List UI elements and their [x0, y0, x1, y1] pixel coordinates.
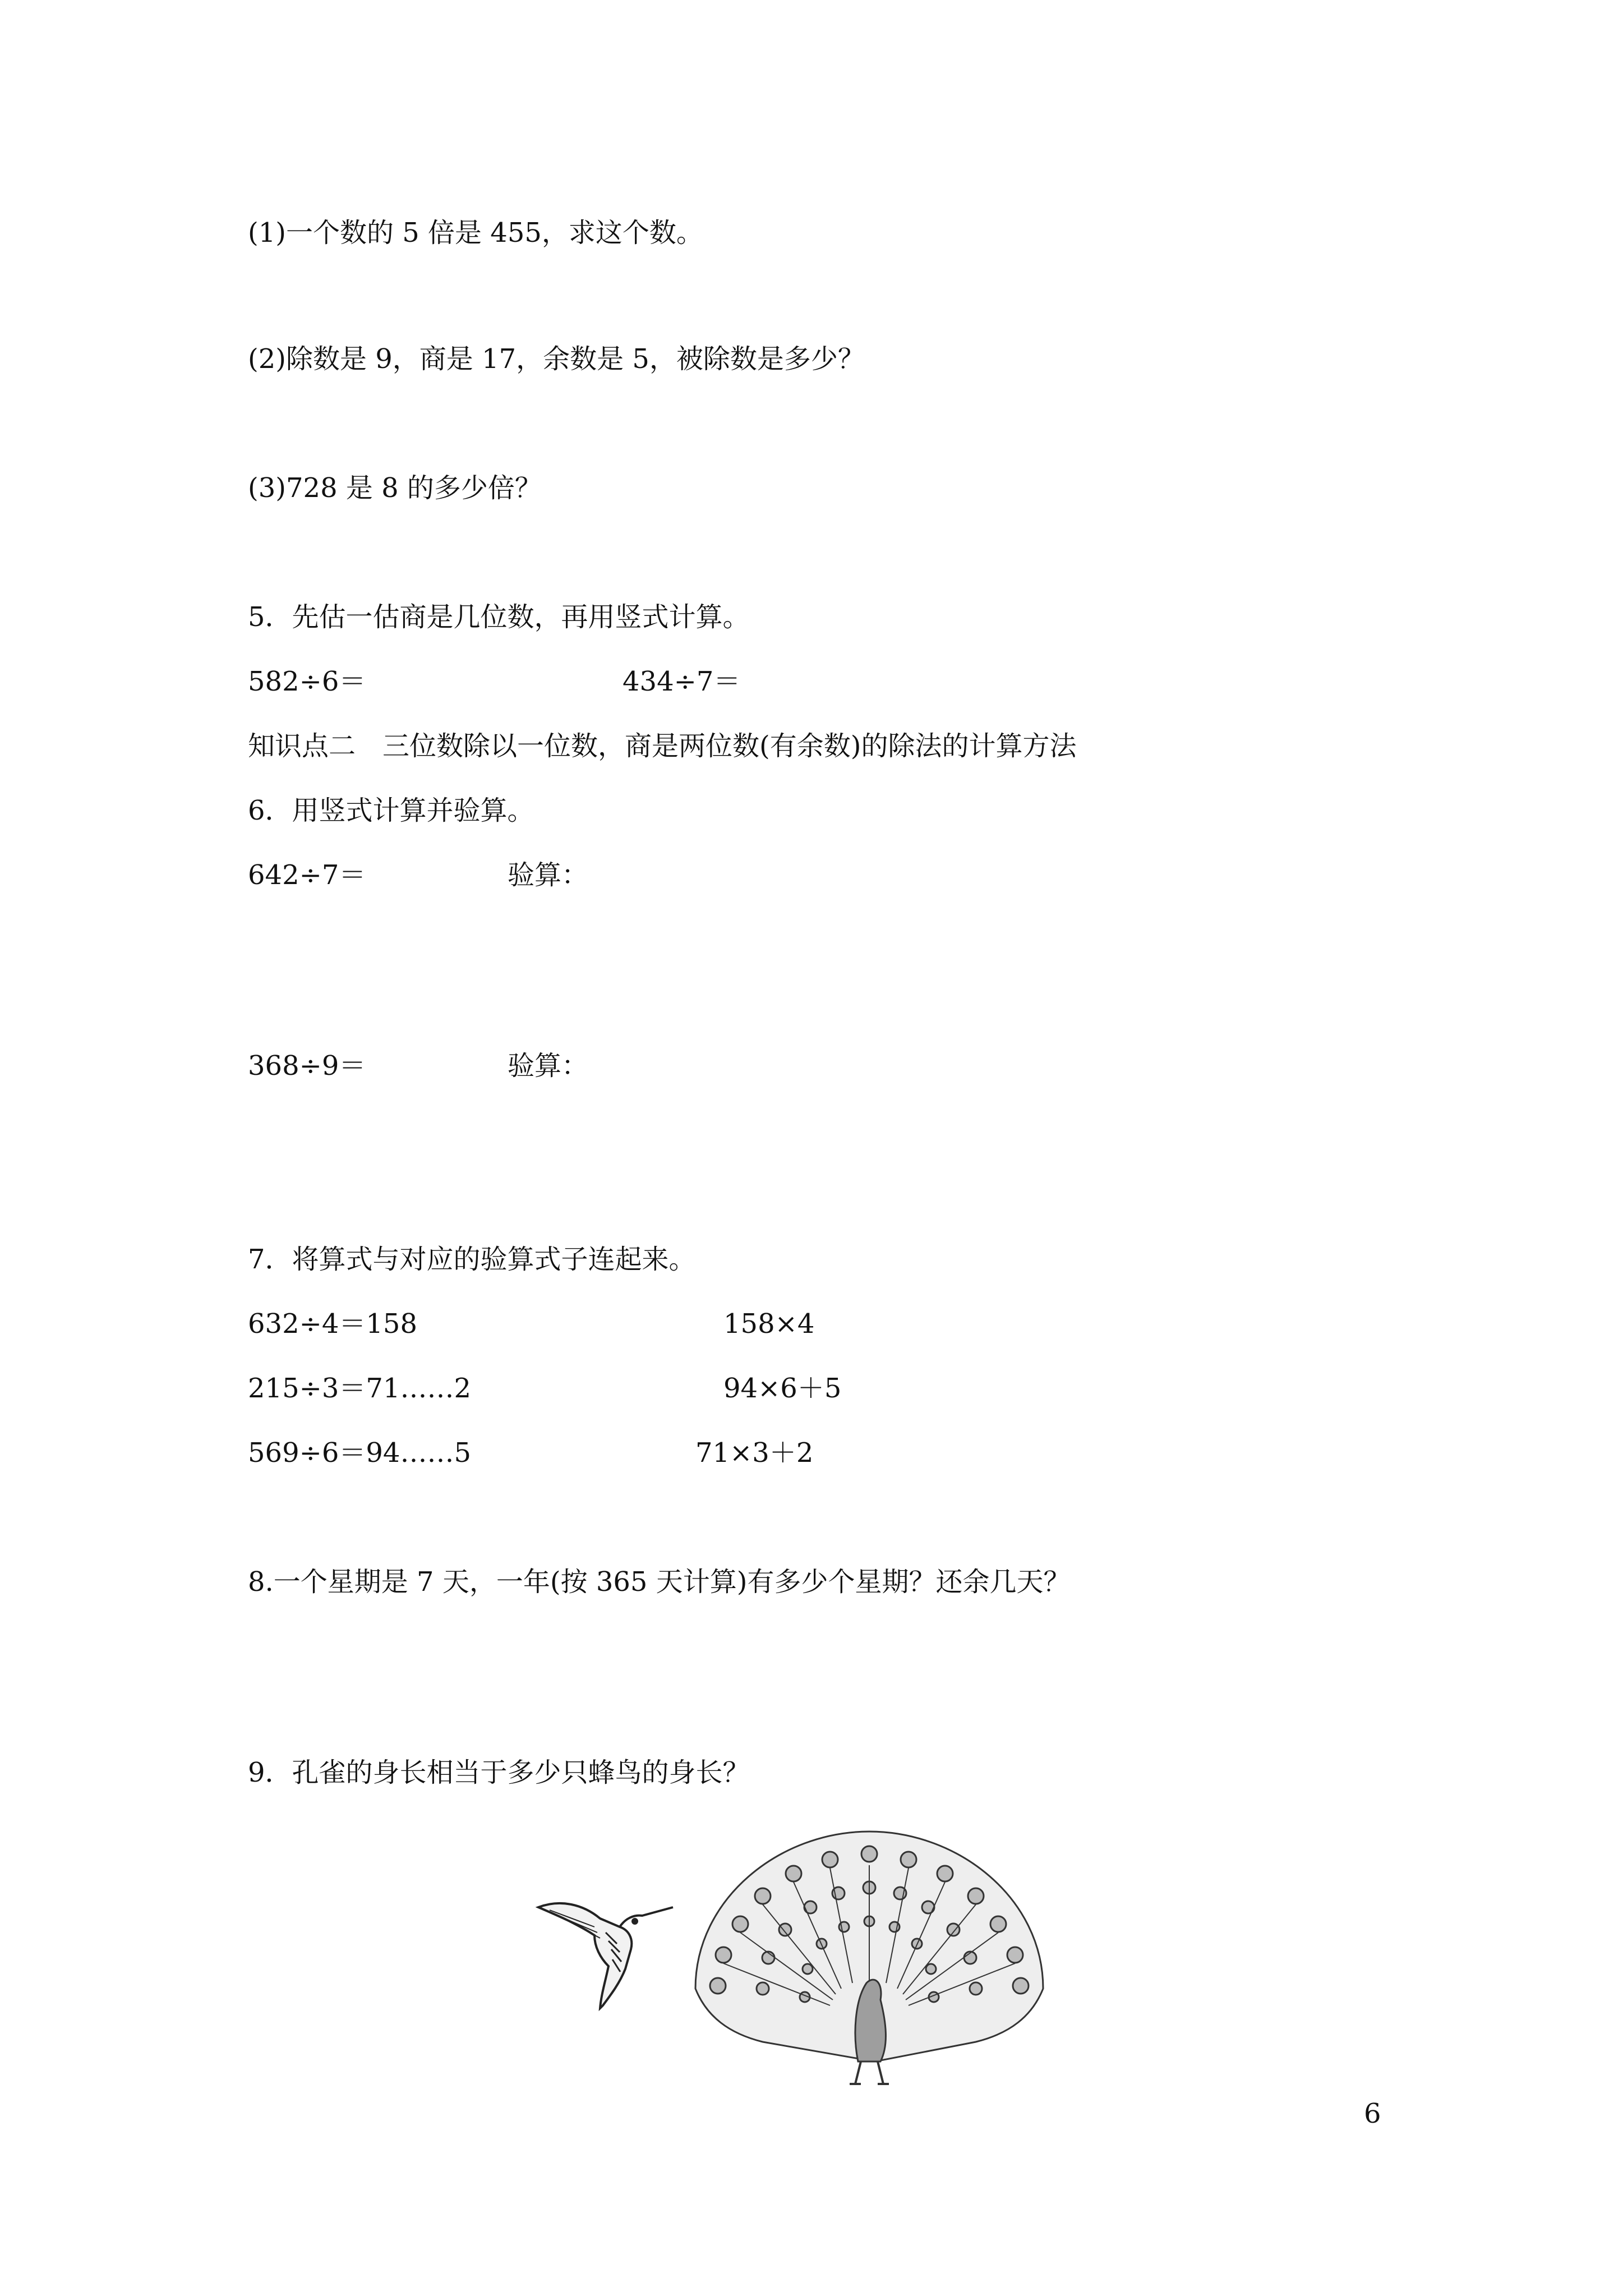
- q7-title: 7．将算式与对应的验算式子连起来。: [248, 1244, 696, 1275]
- bird-illustration: [516, 1815, 1122, 2106]
- q6-check-1: 验算：: [508, 859, 589, 891]
- q6-check-2: 验算：: [508, 1050, 589, 1082]
- q6-expr-1: 642÷7＝: [248, 859, 366, 891]
- page-number: 6: [1364, 2098, 1381, 2129]
- q7-right-3: 71×3＋2: [695, 1437, 814, 1469]
- q9: 9．孔雀的身长相当于多少只蜂鸟的身长？: [248, 1757, 750, 1788]
- q4-2: (2)除数是 9，商是 17，余数是 5，被除数是多少？: [248, 343, 865, 375]
- q4-3: (3)728 是 8 的多少倍？: [248, 472, 542, 504]
- q4-1: (1)一个数的 5 倍是 455，求这个数。: [248, 217, 703, 249]
- knowledge-point-2: 知识点二 三位数除以一位数，商是两位数(有余数)的除法的计算方法: [248, 730, 1077, 762]
- q7-right-1: 158×4: [723, 1308, 815, 1340]
- q7-left-3: 569÷6＝94……5: [248, 1437, 471, 1469]
- q7-right-2: 94×6＋5: [723, 1373, 842, 1404]
- q7-left-2: 215÷3＝71……2: [248, 1373, 471, 1404]
- q5-title: 5．先估一估商是几位数，再用竖式计算。: [248, 601, 750, 633]
- peacock-icon: [695, 1832, 1043, 2084]
- q5-expr-1: 582÷6＝: [248, 666, 366, 697]
- q6-expr-2: 368÷9＝: [248, 1050, 366, 1082]
- q5-expr-2: 434÷7＝: [623, 666, 741, 697]
- q7-left-1: 632÷4＝158: [248, 1308, 417, 1340]
- q8: 8.一个星期是 7 天，一年(按 365 天计算)有多少个星期？还余几天？: [248, 1566, 1071, 1598]
- hummingbird-icon: [538, 1903, 673, 2008]
- q6-title: 6．用竖式计算并验算。: [248, 795, 534, 826]
